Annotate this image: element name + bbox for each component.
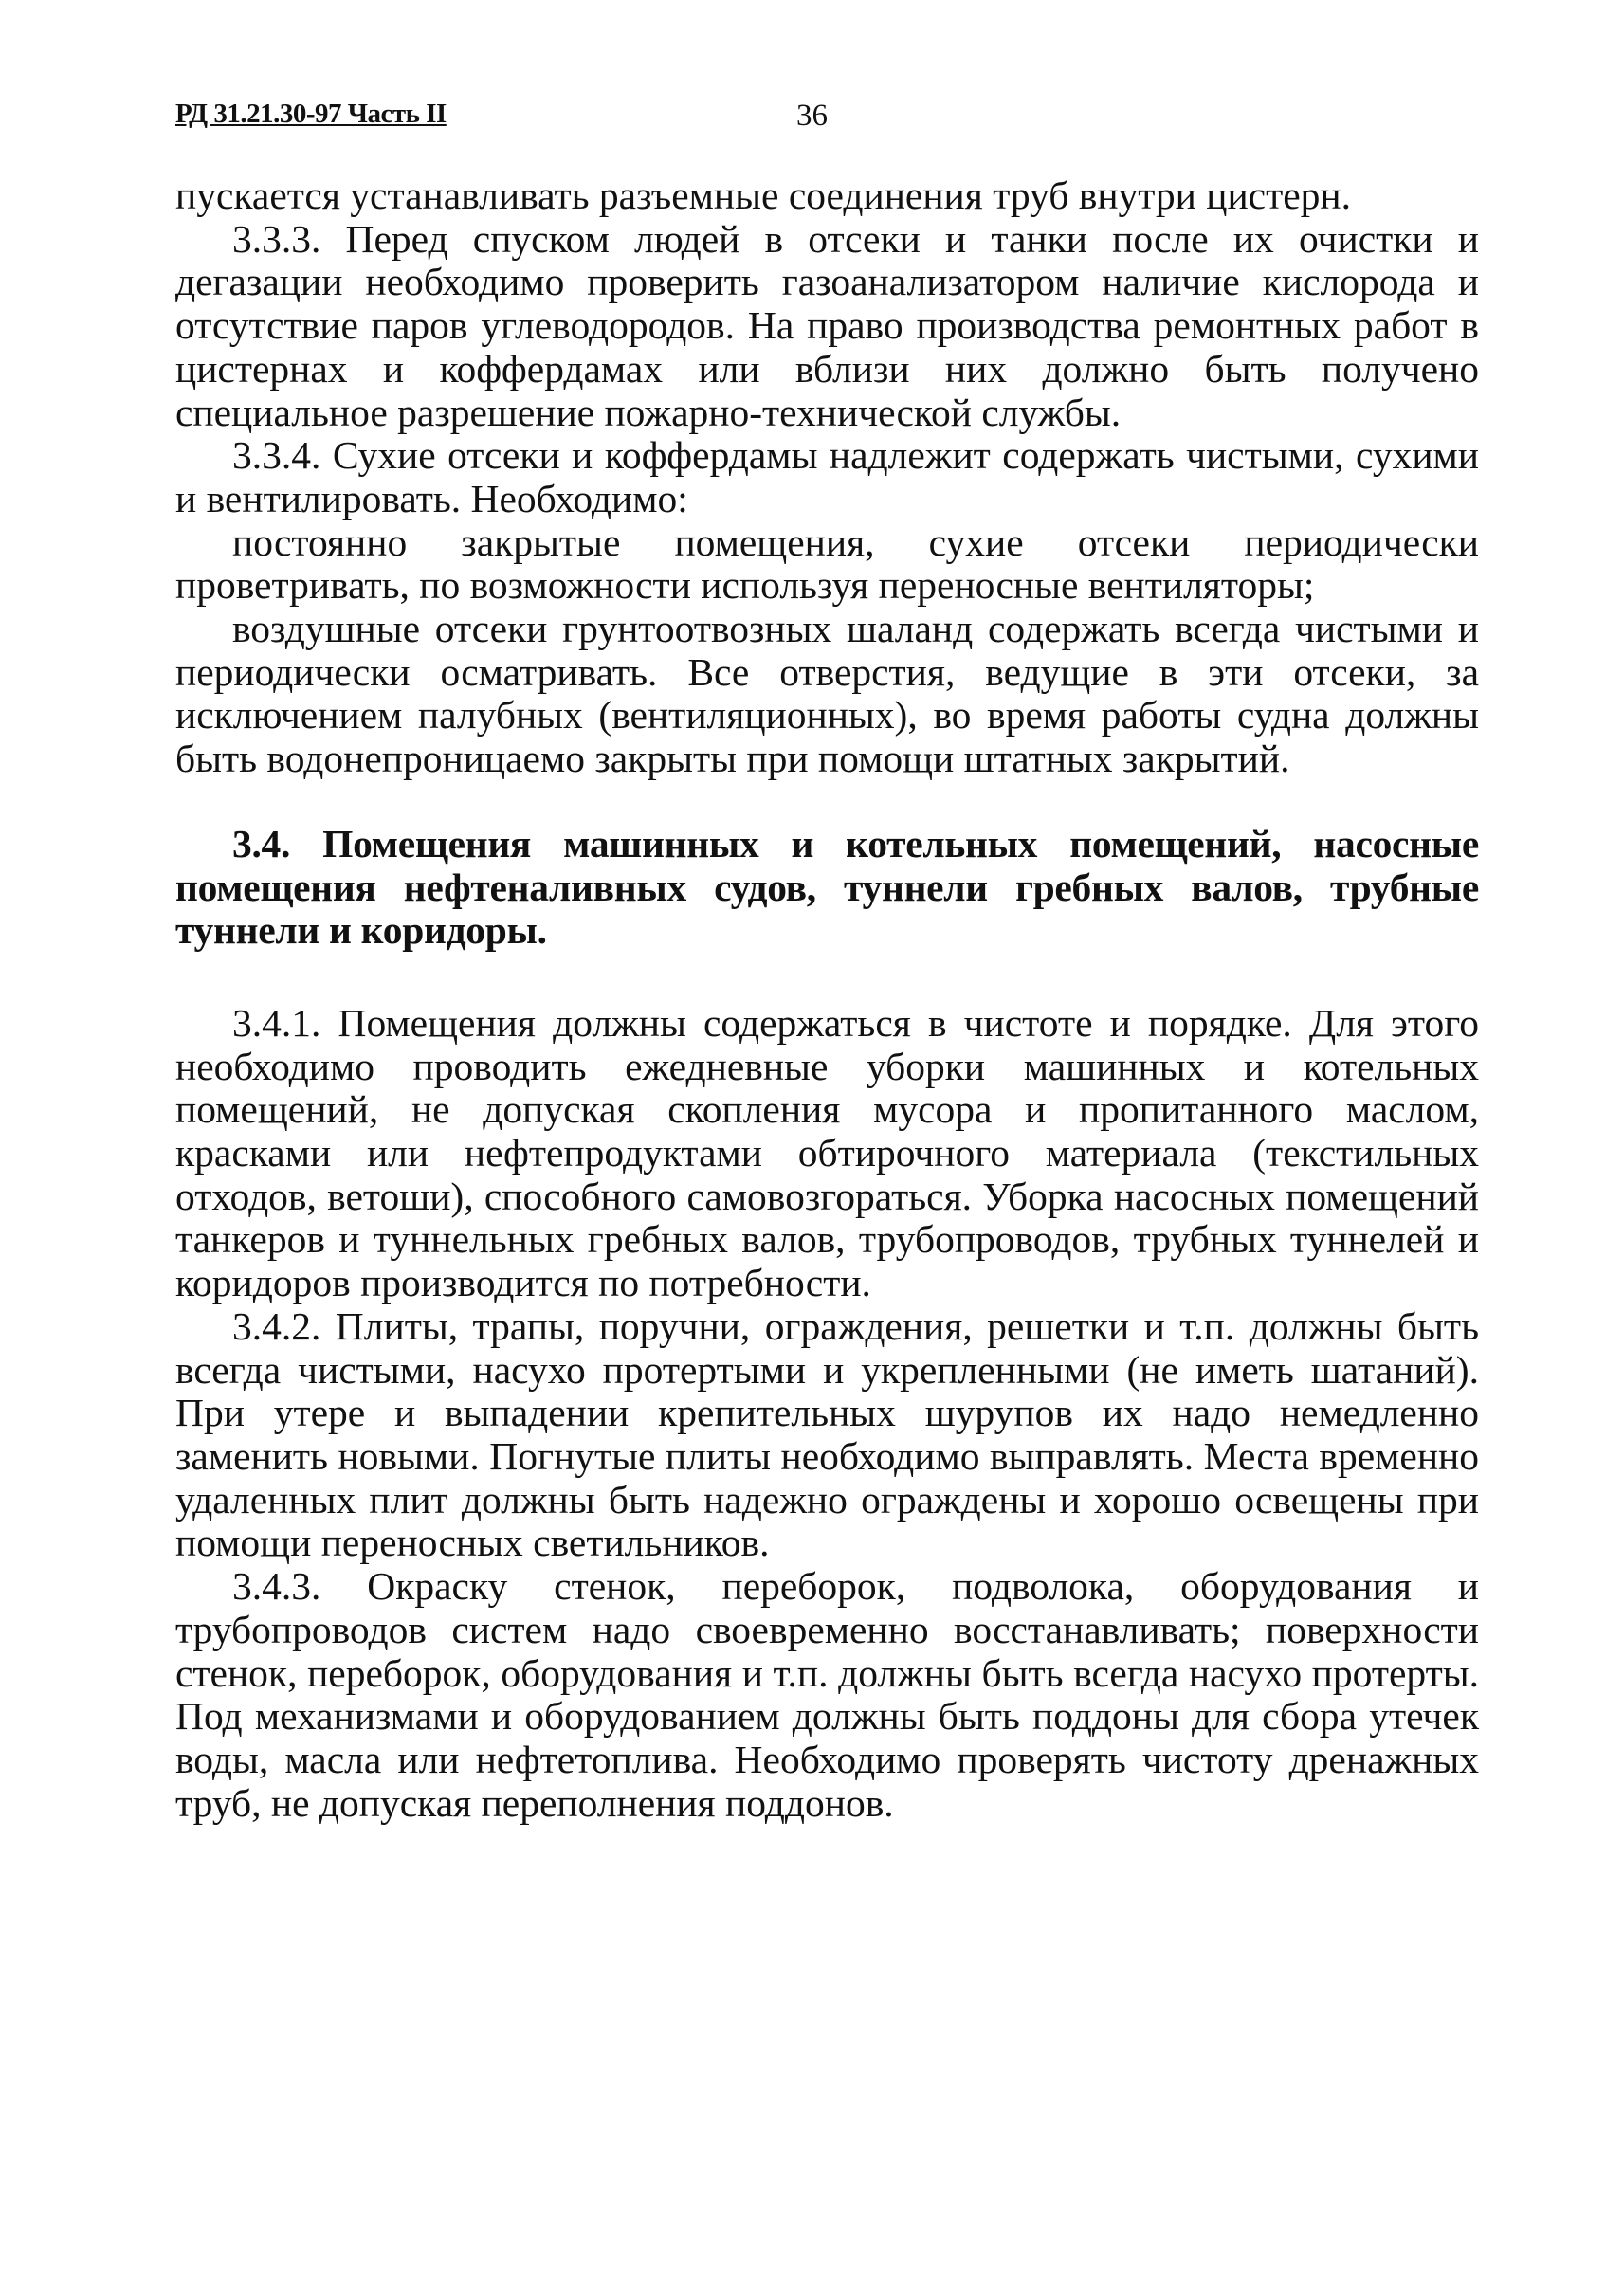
paragraph-3-3-4: 3.3.4. Сухие отсеки и коффердамы надлежит содержать чистыми, сухими и вентилировать. Необходимо: [175,433,1479,520]
paragraph-continuation: пускается устанавливать разъемные соединения труб внутри цистерн. [175,173,1351,217]
paragraph-air-compartments: воздушные отсеки грунтоотвозных шаланд содержать всегда чистыми и периодически осматривать. Все отверстия, ведущие в эти отсеки, за исключением палубных (вентиляционных), во время работы судна должны быть водонепроницаемо закрыты при помощи штатных закрытий. [175,607,1479,781]
paragraph-3-3-3: 3.3.3. Перед спуском людей в отсеки и танки после их очистки и дегазации необходимо проверить газоанализатором наличие кислорода и отсутствие паров углеводородов. На право производства ремонтных работ в цистернах и коффердамах или вблизи них должно быть получено специальное разрешение пожарно-технической службы. [175,216,1479,434]
paragraph-3-4-3: 3.4.3. Окраску стенок, переборок, подволока, оборудования и трубопроводов систем надо своевременно восстанавливать; поверхности стенок, переборок, оборудования и т.п. должны быть всегда насухо протерты. Под механизмами и оборудованием должны быть поддоны для сбора утечек воды, масла или нефтетоплива. Необходимо проверять чистоту дренажных труб, не допуская переполнения поддонов. [175,1564,1479,1825]
document-page [175,0,1479,2296]
document-code: РД 31.21.30-97 Часть II [175,99,447,129]
running-header [175,99,1479,137]
paragraph-3-4-1: 3.4.1. Помещения должны содержаться в чистоте и порядке. Для этого необходимо проводить ежедневные уборки машинных и котельных помещений, не допуская скопления мусора и пропитанного маслом, красками или нефтепродуктами обтирочного материала (текстильных отходов, ветоши), способного самовозгораться. Уборка насосных помещений танкеров и туннельных гребных валов, трубопроводов, трубных туннелей и коридоров производится по потребности. [175,1000,1479,1305]
page-number: 36 [796,99,828,133]
paragraph-3-4-2: 3.4.2. Плиты, трапы, поручни, ограждения, решетки и т.п. должны быть всегда чистыми, насухо протертыми и укрепленными (не иметь шатаний). При утере и выпадении крепительных шурупов их надо немедленно заменить новыми. Погнутые плиты необходимо выправлять. Места временно удаленных плит должны быть надежно ограждены и хорошо освещены при помощи переносных светильников. [175,1303,1479,1565]
document-body [175,174,1479,1825]
section-heading-3-4: 3.4. Помещения машинных и котельных помещений, насосные помещения нефтеналивных судов, туннели гребных валов, трубные туннели и коридоры. [175,821,1479,953]
paragraph-ventilation: постоянно закрытые помещения, сухие отсеки периодически проветривать, по возможности используя переносные вентиляторы; [175,519,1479,608]
